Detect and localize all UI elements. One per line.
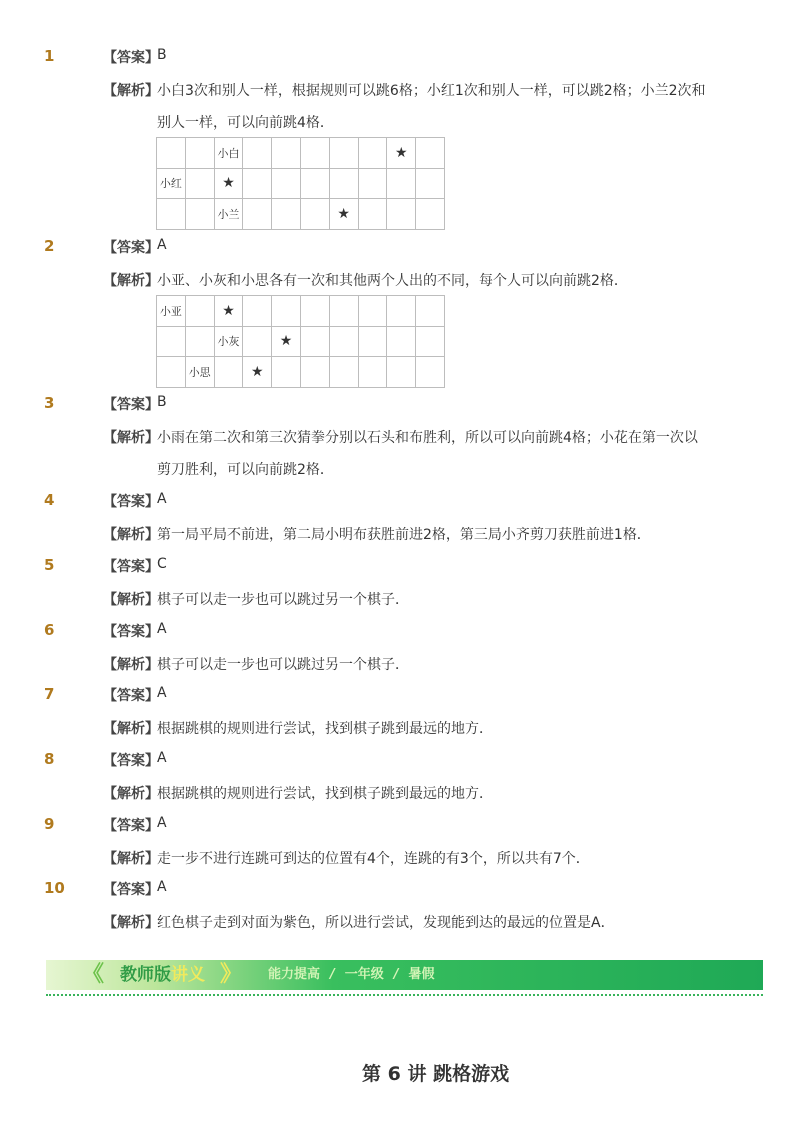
grid-cell [329,138,358,169]
analysis-line: 根据跳棋的规则进行尝试，找到棋子跳到最远的地方． [157,786,493,802]
chevron-right-icon: 》 [220,962,243,987]
grid-cell [329,326,358,357]
grid-cell [416,296,445,327]
answer-value: B [157,47,167,63]
grid-cell: 小白 [214,138,243,169]
grid-cell [185,296,214,327]
answer-tag: 【答案】 [103,818,159,834]
breadcrumb-separator: / [393,967,399,982]
analysis-tag: 【解析】 [103,273,159,289]
breadcrumb-separator: / [330,967,335,982]
analysis-line: 根据跳棋的规则进行尝试，找到棋子跳到最远的地方． [157,721,493,737]
analysis-tag: 【解析】 [103,721,159,737]
grid-cell [387,296,416,327]
grid-cell [300,168,329,199]
grid-cell [185,168,214,199]
grid-cell: 小思 [185,357,214,388]
grid-cell [329,168,358,199]
answer-tag: 【答案】 [103,559,159,575]
analysis-tag: 【解析】 [103,527,159,543]
grid-cell [272,357,301,388]
answer-value: A [157,879,167,895]
star-icon: ★ [272,326,301,357]
question-number: 3 [44,394,55,412]
grid-cell [157,138,186,169]
analysis-tag: 【解析】 [103,915,159,931]
question-number: 7 [44,685,55,703]
analysis-tag: 【解析】 [103,430,159,446]
grid-cell [358,199,387,230]
answer-value: C [157,556,167,572]
answer-tag: 【答案】 [103,688,159,704]
analysis-line: 小雨在第二次和第三次猜拳分别以石头和布胜利，所以可以向前跳4格；小花在第一次以 [157,430,698,446]
question-number: 10 [44,879,65,897]
answer-tag: 【答案】 [103,753,159,769]
analysis-tag: 【解析】 [103,592,159,608]
analysis-tag: 【解析】 [103,786,159,802]
grid-cell [185,199,214,230]
brand-title [120,960,205,990]
star-icon: ★ [243,357,272,388]
grid-cell [416,326,445,357]
star-icon: ★ [214,168,243,199]
grid-cell [185,138,214,169]
grid-cell [329,296,358,327]
brand-title-part: 教师版 [120,965,171,985]
jump-grid-2 [156,295,445,388]
question-number: 2 [44,237,55,255]
grid-cell [358,357,387,388]
chevron-left-icon: 《 [82,962,105,987]
grid-cell [243,326,272,357]
grid-cell [358,326,387,357]
analysis-tag: 【解析】 [103,851,159,867]
grid-cell [272,296,301,327]
answer-tag: 【答案】 [103,50,159,66]
breadcrumb-item: 暑假 [408,967,435,982]
grid-cell: 小红 [157,168,186,199]
question-number: 6 [44,621,55,639]
answer-value: A [157,237,167,253]
grid-cell [387,357,416,388]
analysis-line: 剪刀胜利，可以向前跳2格． [157,462,334,478]
grid-cell [300,138,329,169]
grid-cell [272,138,301,169]
star-icon: ★ [329,199,358,230]
analysis-line: 棋子可以走一步也可以跳过另一个棋子． [157,592,409,608]
grid-cell [272,168,301,199]
breadcrumb-item: 一年级 [344,967,384,982]
question-number: 1 [44,47,55,65]
grid-cell: 小灰 [214,326,243,357]
question-number: 8 [44,750,55,768]
grid-cell [157,357,186,388]
grid-cell [358,138,387,169]
grid-cell [157,326,186,357]
lesson-title: 第 6 讲 跳格游戏 [362,1063,510,1085]
grid-cell [300,326,329,357]
jump-grid-1 [156,137,445,230]
grid-cell [416,168,445,199]
answer-value: A [157,815,167,831]
answer-value: A [157,750,167,766]
answer-tag: 【答案】 [103,494,159,510]
grid-cell [387,326,416,357]
grid-cell: 小亚 [157,296,186,327]
grid-cell [300,296,329,327]
answer-tag: 【答案】 [103,624,159,640]
analysis-line: 别人一样，可以向前跳4格． [157,115,334,131]
question-number: 5 [44,556,55,574]
grid-cell [416,199,445,230]
grid-cell [243,168,272,199]
answer-tag: 【答案】 [103,882,159,898]
answer-value: A [157,685,167,701]
answer-value: B [157,394,167,410]
grid-cell [329,357,358,388]
star-icon: ★ [214,296,243,327]
analysis-tag: 【解析】 [103,83,159,99]
grid-cell [243,296,272,327]
grid-cell [387,199,416,230]
brand-title-accent: 讲义 [171,965,205,985]
grid-cell [416,357,445,388]
answer-tag: 【答案】 [103,397,159,413]
analysis-line: 红色棋子走到对面为紫色，所以进行尝试，发现能到达的最远的位置是A． [157,915,615,931]
star-icon: ★ [387,138,416,169]
analysis-line: 走一步不进行连跳可到达的位置有4个，连跳的有3个，所以共有7个． [157,851,590,867]
grid-cell [243,199,272,230]
dotted-divider [46,994,763,996]
grid-cell [185,326,214,357]
grid-cell [272,199,301,230]
analysis-line: 棋子可以走一步也可以跳过另一个棋子． [157,657,409,673]
analysis-line: 小白3次和别人一样，根据规则可以跳6格；小红1次和别人一样，可以跳2格；小兰2次和 [157,83,706,99]
answer-tag: 【答案】 [103,240,159,256]
breadcrumb-item: 能力提高 [268,967,321,982]
question-number: 4 [44,491,55,509]
grid-cell [358,296,387,327]
grid-cell: 小兰 [214,199,243,230]
grid-cell [387,168,416,199]
grid-cell [243,138,272,169]
analysis-tag: 【解析】 [103,657,159,673]
question-number: 9 [44,815,55,833]
analysis-line: 小亚、小灰和小思各有一次和其他两个人出的不同，每个人可以向前跳2格． [157,273,628,289]
breadcrumb [268,960,435,990]
analysis-line: 第一局平局不前进，第二局小明布获胜前进2格，第三局小齐剪刀获胜前进1格． [157,527,651,543]
grid-cell [214,357,243,388]
answer-value: A [157,491,167,507]
answer-value: A [157,621,167,637]
grid-cell [300,199,329,230]
grid-cell [358,168,387,199]
grid-cell [157,199,186,230]
grid-cell [300,357,329,388]
grid-cell [416,138,445,169]
